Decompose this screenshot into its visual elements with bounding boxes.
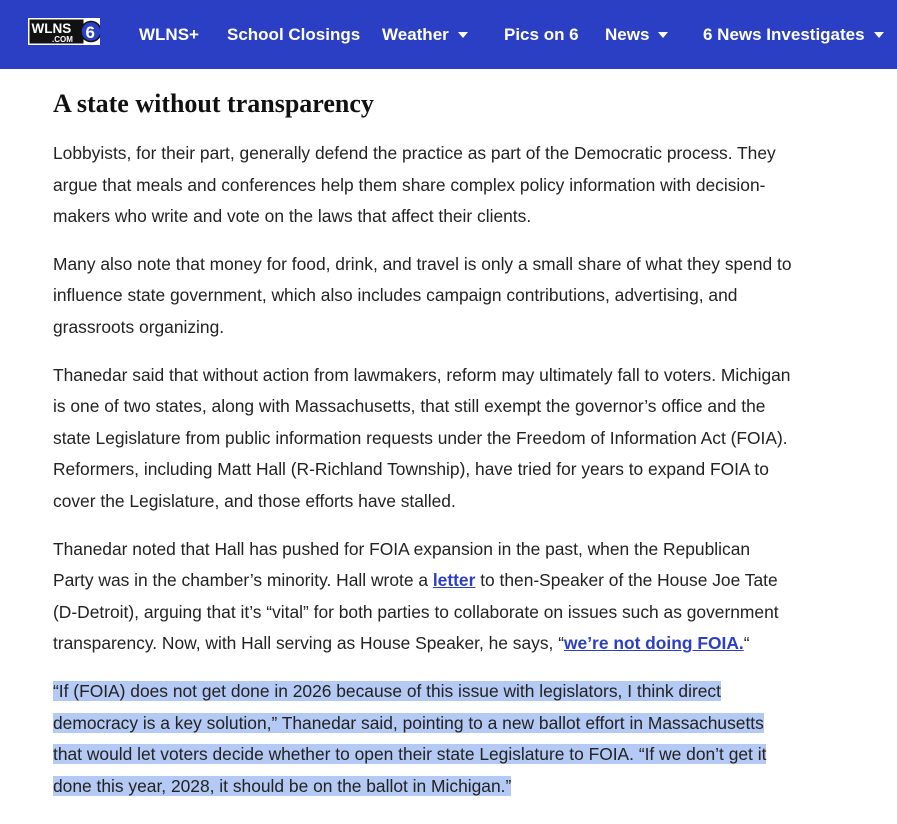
article-paragraph: Many also note that money for food, drink, and travel is only a small share of what they spend to influence state government, which also includes campaign contributions, advertising, and grassroots organizing. [53, 253, 792, 337]
nav-item-pics-on-6[interactable] [504, 0, 579, 69]
nav-item-label: School Closings [227, 24, 361, 44]
nav-item-label: Pics on 6 [504, 24, 579, 44]
chevron-down-icon[interactable] [658, 32, 668, 38]
article-paragraph: Lobbyists, for their part, generally defend the practice as part of the Democratic process. They argue that meals and conferences help them share complex policy information with decision-makers who write and vote on the laws that affect their clients. [53, 143, 776, 227]
selected-text: “If (FOIA) does not get done in 2026 because of this issue with legislators, I think direct democracy is a key solution,” Thanedar said, pointing to a new ballot effort in Massachusetts that would let voters decide whether to open their state Legislature to FOIA. “If we don’t get it done this year, 2028, it should be on the ballot in Michigan.” [53, 680, 767, 796]
selected-quote-paragraph[interactable] [53, 676, 793, 802]
nav-item-label: News [605, 24, 650, 44]
wlns-logo[interactable] [28, 18, 100, 45]
letter-link[interactable]: letter [432, 570, 476, 591]
foia-quote-link[interactable]: we’re not doing FOIA. [564, 633, 744, 654]
nav-item-label: 6 News Investigates [703, 24, 865, 44]
logo-number: 6 [85, 23, 95, 42]
nav-item-school-closings[interactable] [227, 0, 360, 69]
nav-item-wlns-plus[interactable] [139, 0, 199, 69]
nav-item-label: Weather [382, 24, 449, 44]
chevron-down-icon[interactable] [458, 32, 468, 38]
nav-item-6-news-investigates[interactable] [703, 0, 884, 69]
article-paragraph [53, 534, 793, 660]
paragraph-text: “ [743, 633, 750, 654]
nav-item-label: WLNS+ [139, 24, 199, 44]
article-body [53, 84, 793, 802]
logo-text: WLNS [31, 21, 72, 36]
top-navigation-bar [0, 0, 897, 69]
paragraph-text: Thanedar noted that Hall has pushed for FOIA expansion in the past, when the Republican Party was in the chamber’s minority. Hall wrote a [53, 538, 751, 591]
nav-item-news[interactable] [605, 0, 668, 69]
paragraph-text: to then-Speaker of the House Joe Tate (D-Detroit), arguing that it’s “vital” for both parties to collaborate on issues such as government transparency. Now, with Hall serving as House Speaker, he says, “ [53, 570, 779, 654]
logo-subtext: .COM [52, 35, 73, 44]
chevron-down-icon[interactable] [874, 32, 884, 38]
nav-item-weather[interactable] [382, 0, 468, 69]
section-heading: A state without transparency [53, 89, 374, 118]
article-paragraph: Thanedar said that without action from lawmakers, reform may ultimately fall to voters. Michigan is one of two states, along with Massachusetts, that still exempt the governor’s office and the state Legislature from public information requests under the Freedom of Information Act (FOIA). Reformers, including Matt Hall (R-Richland Township), have tried for years to expand FOIA to cover the Legislature, and those efforts have stalled. [53, 364, 791, 511]
